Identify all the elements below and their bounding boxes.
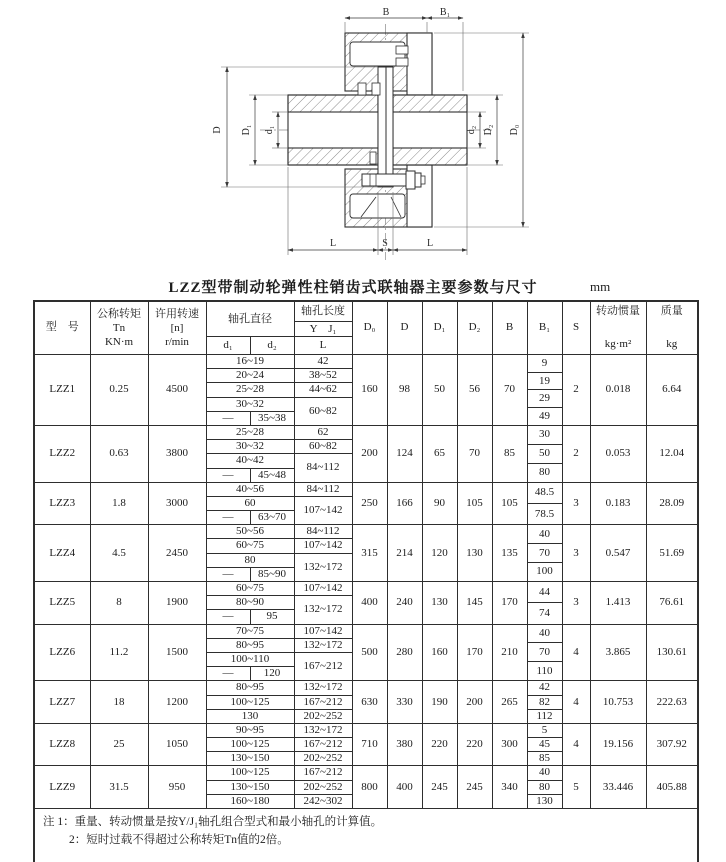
cell-model: LZZ3 (34, 482, 90, 525)
cell-bore-diameter: 60~75 (206, 539, 294, 553)
cell-speed: 3000 (148, 482, 206, 525)
header-S: S (562, 301, 590, 355)
cell-S: 3 (562, 525, 590, 582)
cell-inertia: 10.753 (590, 681, 646, 724)
spec-row-LZZ6-sub1 (34, 624, 698, 638)
header-D: D (387, 301, 422, 355)
cell-bore-length: 132~172 (294, 553, 352, 581)
cell-mass: 76.61 (646, 582, 698, 625)
b1-stack (528, 681, 562, 723)
cell-D0: 315 (352, 525, 387, 582)
cell-S: 2 (562, 425, 590, 482)
cell-bore-length: 42 (294, 355, 352, 369)
spec-row-LZZ5-sub1 (34, 582, 698, 596)
cell-mass: 12.04 (646, 425, 698, 482)
cell-B: 170 (492, 582, 527, 625)
cell-bore-diameter: 50~56 (206, 525, 294, 539)
cell-D1: 190 (422, 681, 457, 724)
cell-D0: 500 (352, 624, 387, 681)
header-inertia-line: 转动惯量 (596, 305, 640, 317)
cell-mass: 307.92 (646, 723, 698, 766)
dim-label-D0: D₀ (509, 124, 520, 136)
page-title: LZZ型带制动轮弹性柱销齿式联轴器主要参数与尺寸 (168, 280, 538, 296)
cell-bore-diameter: 130~150 (206, 780, 294, 794)
hub-left (288, 95, 378, 165)
header-inertia-line: kg·m² (604, 337, 632, 350)
cell-S: 3 (562, 482, 590, 525)
spec-row-LZZ2-sub1 (34, 425, 698, 439)
cell-speed: 3800 (148, 425, 206, 482)
cell-mass: 222.63 (646, 681, 698, 724)
cell-inertia: 33.446 (590, 766, 646, 809)
cell-bore-length: 202~252 (294, 752, 352, 766)
cell-bore-d1: — (206, 567, 250, 581)
b1-value: 70 (528, 643, 562, 662)
cell-D2: 200 (457, 681, 492, 724)
note-line-2: 2：短时过载不得超过公称转矩Tn值的2倍。 (69, 834, 289, 847)
cell-B1 (527, 681, 562, 724)
cell-bore-length: 107~142 (294, 539, 352, 553)
cell-torque: 18 (90, 681, 148, 724)
header-model: 型 号 (34, 301, 90, 355)
cell-B1 (527, 766, 562, 809)
b1-value: 112 (536, 709, 553, 722)
b1-value: 44 (528, 582, 562, 603)
cell-bore-diameter: 100~125 (206, 766, 294, 780)
cell-bore-length: 202~252 (294, 709, 352, 723)
cell-B: 85 (492, 425, 527, 482)
cell-bore-diameter: 60 (206, 496, 294, 510)
header-d2: d₂ (250, 337, 294, 355)
cell-bore-length: 84~112 (294, 482, 352, 496)
cell-model: LZZ8 (34, 723, 90, 766)
cell-D1: 220 (422, 723, 457, 766)
b1-value: 48.5 (528, 483, 562, 504)
cell-B: 210 (492, 624, 527, 681)
header-bore-diameter: 轴孔直径 (206, 301, 294, 337)
header-mass-line: 质量 (660, 305, 683, 317)
cell-speed: 2450 (148, 525, 206, 582)
cell-D1: 130 (422, 582, 457, 625)
cell-mass: 51.69 (646, 525, 698, 582)
cell-D0: 200 (352, 425, 387, 482)
cell-mass: 130.61 (646, 624, 698, 681)
cell-bore-diameter: 70~75 (206, 624, 294, 638)
b1-value: 40 (528, 766, 562, 780)
cell-inertia: 0.018 (590, 355, 646, 426)
cell-bore-diameter: 25~28 (206, 383, 294, 397)
b1-stack (528, 355, 562, 425)
cell-bore-length: 84~112 (294, 454, 352, 482)
b1-value: 78.5 (534, 507, 555, 520)
b1-value: 29 (528, 390, 562, 408)
cell-B1 (527, 425, 562, 482)
cell-speed: 1500 (148, 624, 206, 681)
dim-label-L-right: L (426, 238, 434, 249)
cell-D2: 245 (457, 766, 492, 809)
cell-D: 214 (387, 525, 422, 582)
note-line-1: 注 1：重量、转动惯量是按Y/J₁轴孔组合型式和最小轴孔的计算值。 (43, 816, 383, 828)
b1-value: 40 (528, 625, 562, 644)
cell-bore-d2: 85~90 (250, 567, 294, 581)
spec-table-head (34, 301, 698, 355)
cell-bore-diameter: 100~110 (206, 652, 294, 666)
cell-bore-diameter: 100~125 (206, 695, 294, 709)
cell-D2: 145 (457, 582, 492, 625)
header-torque-line: KN·m (104, 336, 134, 349)
cell-bore-length: 107~142 (294, 624, 352, 638)
b1-value: 70 (528, 544, 562, 563)
cell-model: LZZ5 (34, 582, 90, 625)
cell-bore-diameter: 80~90 (206, 596, 294, 610)
cell-D: 166 (387, 482, 422, 525)
cell-bore-d2: 45~48 (250, 468, 294, 482)
cell-bore-d1: — (206, 411, 250, 425)
header-inertia (590, 301, 646, 355)
cell-inertia: 3.865 (590, 624, 646, 681)
cell-bore-length: 132~172 (294, 681, 352, 695)
cell-B: 300 (492, 723, 527, 766)
cell-inertia: 0.547 (590, 525, 646, 582)
dim-label-B1: B₁ (439, 7, 451, 18)
cell-inertia: 1.413 (590, 582, 646, 625)
cell-D2: 130 (457, 525, 492, 582)
cell-bore-diameter: 130 (206, 709, 294, 723)
cell-inertia: 0.053 (590, 425, 646, 482)
cell-bore-length: 242~302 (294, 794, 352, 808)
cell-bore-length: 132~172 (294, 638, 352, 652)
cell-torque: 25 (90, 723, 148, 766)
cell-S: 3 (562, 582, 590, 625)
cell-model: LZZ6 (34, 624, 90, 681)
cell-bore-d2: 63~70 (250, 511, 294, 525)
b1-value: 80 (539, 466, 550, 479)
cell-S: 4 (562, 681, 590, 724)
cell-D1: 65 (422, 425, 457, 482)
cell-bore-length: 60~82 (294, 397, 352, 425)
cell-torque: 0.25 (90, 355, 148, 426)
dim-label-B: B (382, 7, 390, 18)
spec-row-LZZ8-sub1 (34, 723, 698, 737)
cell-bore-d2: 35~38 (250, 411, 294, 425)
cell-S: 4 (562, 723, 590, 766)
cell-inertia: 19.156 (590, 723, 646, 766)
cell-torque: 31.5 (90, 766, 148, 809)
b1-value: 45 (528, 738, 562, 752)
b1-value: 49 (539, 409, 550, 422)
cell-B1 (527, 525, 562, 582)
b1-value: 9 (528, 355, 562, 373)
cell-torque: 0.63 (90, 425, 148, 482)
dim-label-S: S (382, 238, 388, 249)
cell-D2: 56 (457, 355, 492, 426)
b1-value: 40 (528, 525, 562, 544)
cell-inertia: 0.183 (590, 482, 646, 525)
header-bore-length: 轴孔长度 (294, 301, 352, 322)
cell-bore-diameter: 16~19 (206, 355, 294, 369)
b1-stack (528, 724, 562, 766)
cell-D: 400 (387, 766, 422, 809)
cell-bore-diameter: 40~42 (206, 454, 294, 468)
cell-bore-length: 107~142 (294, 582, 352, 596)
cell-S: 4 (562, 624, 590, 681)
cell-speed: 4500 (148, 355, 206, 426)
cell-D1: 120 (422, 525, 457, 582)
b1-stack (528, 426, 562, 482)
dim-label-d1: d₁ (264, 125, 275, 135)
cell-B: 135 (492, 525, 527, 582)
header-D1: D₁ (422, 301, 457, 355)
cell-torque: 1.8 (90, 482, 148, 525)
cell-D2: 170 (457, 624, 492, 681)
header-B1: B₁ (527, 301, 562, 355)
b1-value: 82 (528, 696, 562, 710)
cell-bore-d2: 120 (250, 667, 294, 681)
cell-D: 98 (387, 355, 422, 426)
b1-value: 30 (528, 426, 562, 445)
cell-speed: 1200 (148, 681, 206, 724)
cell-D: 240 (387, 582, 422, 625)
cell-D: 280 (387, 624, 422, 681)
cell-bore-diameter: 30~32 (206, 440, 294, 454)
cell-bore-d2: 95 (250, 610, 294, 624)
header-L: L (294, 337, 352, 355)
cell-bore-length: 132~172 (294, 723, 352, 737)
cell-D0: 250 (352, 482, 387, 525)
b1-stack (528, 483, 562, 525)
b1-value: 80 (528, 781, 562, 795)
b1-value: 130 (536, 794, 553, 807)
header-speed (148, 301, 206, 355)
cell-D0: 710 (352, 723, 387, 766)
cell-D: 330 (387, 681, 422, 724)
cell-bore-diameter: 160~180 (206, 794, 294, 808)
b1-stack (528, 766, 562, 808)
header-D0: D₀ (352, 301, 387, 355)
cell-model: LZZ1 (34, 355, 90, 426)
b1-value: 5 (528, 724, 562, 738)
cell-D: 380 (387, 723, 422, 766)
cell-bore-diameter: 30~32 (206, 397, 294, 411)
cell-D2: 220 (457, 723, 492, 766)
header-mass (646, 301, 698, 355)
cell-bore-diameter: 60~75 (206, 582, 294, 596)
cell-bore-length: 167~212 (294, 738, 352, 752)
cell-B1 (527, 582, 562, 625)
cell-S: 2 (562, 355, 590, 426)
b1-stack (528, 625, 562, 681)
cell-bore-diameter: 80~95 (206, 638, 294, 652)
b1-value: 110 (536, 664, 553, 677)
spec-row-LZZ4-sub1 (34, 525, 698, 539)
header-torque-line: Tn (112, 321, 126, 334)
cell-bore-d1: — (206, 610, 250, 624)
spec-table-body (34, 355, 698, 809)
coupling-diagram (160, 4, 560, 276)
cell-bore-diameter: 25~28 (206, 425, 294, 439)
cell-B: 340 (492, 766, 527, 809)
spec-row-LZZ1-sub1 (34, 355, 698, 369)
dim-label-D: D (212, 126, 223, 134)
header-torque-line: 公称转矩 (97, 307, 141, 320)
cell-mass: 405.88 (646, 766, 698, 809)
spec-row-LZZ3-sub1 (34, 482, 698, 496)
cell-B1 (527, 482, 562, 525)
cell-bore-length: 167~212 (294, 766, 352, 780)
title-row (33, 276, 673, 297)
hub-right (393, 95, 467, 165)
cell-bore-diameter: 90~95 (206, 723, 294, 737)
header-speed-line: r/min (165, 336, 189, 349)
b1-value: 19 (528, 373, 562, 391)
header-torque (90, 301, 148, 355)
cell-speed: 950 (148, 766, 206, 809)
cell-bore-length: 132~172 (294, 596, 352, 624)
cell-B1 (527, 723, 562, 766)
cell-speed: 1900 (148, 582, 206, 625)
cell-D0: 160 (352, 355, 387, 426)
cell-D0: 800 (352, 766, 387, 809)
cell-B: 265 (492, 681, 527, 724)
cell-B1 (527, 355, 562, 426)
cell-D: 124 (387, 425, 422, 482)
cell-D1: 160 (422, 624, 457, 681)
header-D2: D₂ (457, 301, 492, 355)
cell-S: 5 (562, 766, 590, 809)
spec-row-LZZ9-sub1 (34, 766, 698, 780)
cell-torque: 11.2 (90, 624, 148, 681)
cell-model: LZZ4 (34, 525, 90, 582)
cell-bore-diameter: 80~95 (206, 681, 294, 695)
cell-D0: 630 (352, 681, 387, 724)
dim-label-d2: d₂ (466, 125, 477, 135)
cell-bore-diameter: 80 (206, 553, 294, 567)
cell-speed: 1050 (148, 723, 206, 766)
b1-value: 100 (536, 565, 553, 578)
cell-bore-length: 107~142 (294, 496, 352, 524)
elastic-pin-bolt (362, 171, 425, 189)
header-B: B (492, 301, 527, 355)
spec-row-LZZ7-sub1 (34, 681, 698, 695)
spec-table-notes (34, 809, 698, 862)
header-d1: d₁ (206, 337, 250, 355)
cell-bore-d1: — (206, 667, 250, 681)
cell-B: 105 (492, 482, 527, 525)
header-mass-line: kg (666, 337, 678, 350)
cell-bore-d1: — (206, 468, 250, 482)
cell-model: LZZ2 (34, 425, 90, 482)
dim-label-D1: D₁ (241, 124, 252, 136)
cell-D1: 245 (422, 766, 457, 809)
cell-B: 70 (492, 355, 527, 426)
cell-model: LZZ7 (34, 681, 90, 724)
cell-bore-length: 44~62 (294, 383, 352, 397)
b1-value: 50 (528, 445, 562, 464)
b1-value: 85 (539, 752, 550, 765)
notes-cell (34, 809, 698, 862)
cell-bore-length: 84~112 (294, 525, 352, 539)
dim-label-L-left: L (329, 238, 337, 249)
cell-torque: 8 (90, 582, 148, 625)
b1-stack (528, 525, 562, 581)
cell-bore-length: 38~52 (294, 369, 352, 383)
cell-bore-diameter: 40~56 (206, 482, 294, 496)
cell-mass: 28.09 (646, 482, 698, 525)
cell-D0: 400 (352, 582, 387, 625)
b1-value: 42 (528, 681, 562, 695)
cell-B1 (527, 624, 562, 681)
cell-D1: 90 (422, 482, 457, 525)
spec-table (33, 300, 699, 862)
cell-bore-length: 62 (294, 425, 352, 439)
cell-model: LZZ9 (34, 766, 90, 809)
cell-bore-diameter: 20~24 (206, 369, 294, 383)
cell-bore-diameter: 100~125 (206, 738, 294, 752)
header-yj1: Y J₁ (294, 322, 352, 337)
unit-label: mm (590, 279, 611, 294)
dim-label-D2: D₂ (483, 124, 494, 136)
cell-bore-length: 202~252 (294, 780, 352, 794)
header-speed-line: 许用转速 (155, 307, 199, 320)
cell-D1: 50 (422, 355, 457, 426)
cell-mass: 6.64 (646, 355, 698, 426)
header-speed-line: [n] (170, 321, 184, 334)
cell-bore-length: 167~212 (294, 652, 352, 680)
cell-D2: 70 (457, 425, 492, 482)
cell-bore-diameter: 130~150 (206, 752, 294, 766)
b1-value: 74 (539, 606, 550, 619)
cell-D2: 105 (457, 482, 492, 525)
cell-bore-length: 60~82 (294, 440, 352, 454)
b1-stack (528, 582, 562, 624)
cell-bore-d1: — (206, 511, 250, 525)
cell-bore-length: 167~212 (294, 695, 352, 709)
cell-torque: 4.5 (90, 525, 148, 582)
